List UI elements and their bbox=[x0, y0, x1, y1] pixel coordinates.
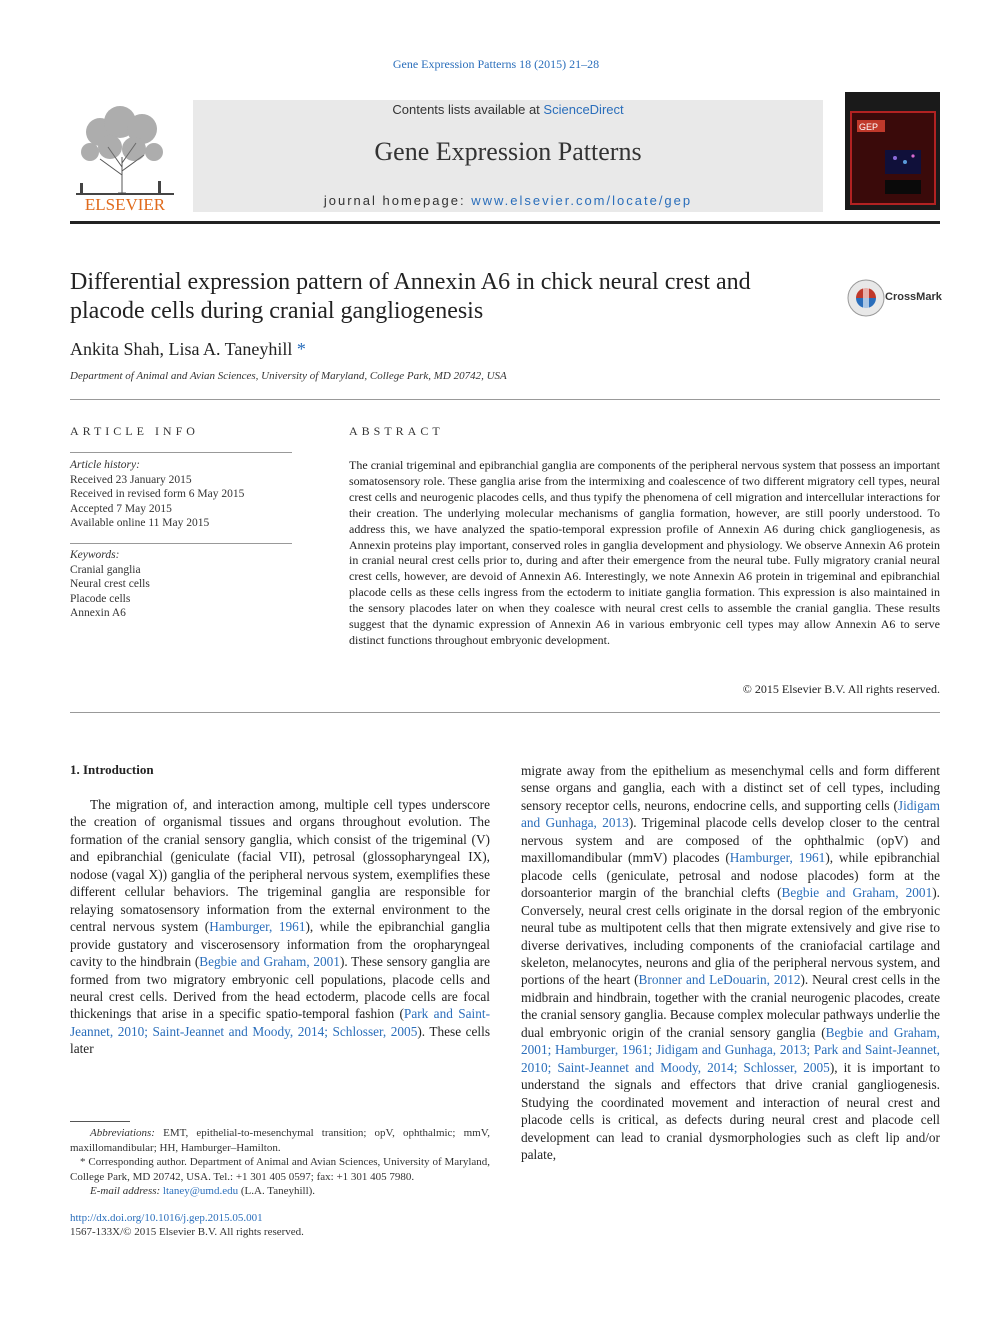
history-item: Received in revised form 6 May 2015 bbox=[70, 488, 245, 501]
journal-reference-link[interactable]: Gene Expression Patterns 18 (2015) 21–28 bbox=[392, 57, 600, 71]
corresponding-author-mark[interactable]: * bbox=[296, 339, 306, 359]
homepage-link[interactable]: www.elsevier.com/locate/gep bbox=[471, 193, 693, 208]
body-text: ), while epibranchial placode cells (geniculate, petrosal and nodose placodes) form at the dorsoanterior margin of the branchial clefts ( bbox=[521, 850, 940, 901]
doi-link[interactable]: http://dx.doi.org/10.1016/j.gep.2015.05.001 bbox=[70, 1212, 263, 1224]
sciencedirect-link[interactable]: ScienceDirect bbox=[543, 102, 624, 117]
citation-link[interactable]: Begbie and Graham, 2001 bbox=[781, 885, 933, 901]
corresponding-footnote bbox=[70, 1155, 490, 1184]
citation-link[interactable]: Bronner and LeDouarin, 2012 bbox=[638, 972, 801, 988]
keyword: Placode cells bbox=[70, 592, 131, 605]
history-label: Article history: bbox=[70, 459, 140, 471]
journal-homepage-line bbox=[193, 193, 823, 208]
keywords-label: Keywords: bbox=[70, 549, 120, 561]
email-label: E-mail address: bbox=[90, 1185, 161, 1197]
abbreviations-label: Abbreviations: bbox=[90, 1127, 155, 1139]
keywords bbox=[70, 548, 292, 621]
history-item: Available online 11 May 2015 bbox=[70, 517, 210, 530]
keyword: Annexin A6 bbox=[70, 607, 126, 620]
body-text: ). These cells later bbox=[70, 1023, 490, 1057]
citation-link[interactable]: Hamburger, 1961 bbox=[729, 850, 826, 866]
keyword: Neural crest cells bbox=[70, 578, 150, 591]
journal-name: Gene Expression Patterns bbox=[374, 137, 642, 166]
article-history bbox=[70, 458, 292, 531]
body-text: migrate away from the epithelium as mesenchymal cells and form different sense organs and ganglia, each with a distinct set of cell types, including sensory receptor cells, neurons, endocrine cells, and supporting cells ( bbox=[521, 763, 940, 813]
keywords-divider bbox=[70, 543, 292, 544]
keyword: Cranial ganglia bbox=[70, 563, 141, 576]
corresponding-text: Corresponding author. Department of Animal and Avian Sciences, University of Maryland, College Park, MD 20742, USA. Tel.: +1 301 405 0597; fax: +1 301 405 7980. bbox=[70, 1156, 491, 1183]
body-text: ). Trigeminal placode cells develop closer to the central nervous system and are composed of the ophthalmic (opV) and maxillomandibular (mmV) placodes ( bbox=[521, 815, 940, 866]
citation-link[interactable]: Begbie and Graham, 2001; Hamburger, 1961; Jidigam and Gunhaga, 2013; Park and Saint-Jeannet, 2010; Saint-Jeannet and Moody, 2014; Schlosser, 2005 bbox=[521, 1024, 940, 1075]
citation-link[interactable]: Park and Saint-Jeannet, 2010; Saint-Jeannet and Moody, 2014; Schlosser, 2005 bbox=[70, 1006, 490, 1039]
article-title: Differential expression pattern of Annexin A6 in chick neural crest and placode cells during cranial gangliogenesis bbox=[70, 269, 751, 324]
author-affiliation: Department of Animal and Avian Sciences, University of Maryland, College Park, MD 20742, USA bbox=[70, 370, 507, 382]
elsevier-wordmark: ELSEVIER bbox=[84, 195, 166, 214]
crossmark-label[interactable]: CrossMark bbox=[885, 291, 942, 303]
abstract-heading: ABSTRACT bbox=[349, 424, 444, 438]
body-text: ), it is important to understand the signals and effectors that drive cranial gangliogenesis. Studying the coordinated movement and interaction of neural crest and placode cells is critical, as defects during neural crest and placode cell development can lead to cranial dysmorphologies such as cleft lip and/or palate, bbox=[521, 1059, 940, 1162]
section-divider bbox=[70, 399, 940, 400]
journal-cover-image[interactable] bbox=[845, 92, 940, 210]
email-footnote bbox=[70, 1184, 490, 1199]
intro-column-right bbox=[521, 762, 940, 1163]
intro-column-left bbox=[70, 796, 490, 1058]
article-info-divider bbox=[70, 452, 292, 453]
history-item: Accepted 7 May 2015 bbox=[70, 502, 172, 515]
corresponding-mark: * bbox=[80, 1156, 86, 1168]
body-text: ), while the epibranchial ganglia provide gustatory and viscerosensory information from the oropharyngeal cavity to the hindbrain ( bbox=[70, 919, 490, 970]
abstract-copyright: © 2015 Elsevier B.V. All rights reserved. bbox=[742, 682, 940, 696]
body-text: ). Neural crest cells in the midbrain and hindbrain, together with the cranial neurogenic placodes, create the cranial sensory ganglia. Because complex molecular pathways underlie the dual embryonic origin of the cranial sensory ganglia ( bbox=[521, 972, 940, 1040]
body-text: ). These sensory ganglia are formed from two migratory embryonic cell populations, placode cells and neural crest cells. Derived from the head ectoderm, placode cells are focal thickenings that arise in a specific spatio-temporal fashion ( bbox=[70, 954, 490, 1022]
cover-logo-text: GEP bbox=[859, 122, 879, 132]
elsevier-logo bbox=[70, 97, 180, 215]
abbreviations-footnote bbox=[70, 1126, 490, 1155]
body-text: ). Conversely, neural crest cells originate in the dorsal region of the embryonic neural tube as multipotent cells that then migrate extensively and give rise to diverse derivatives, including components of the craniofacial cartilage and skeleton, melanocytes, neurons and glia of the peripheral nervous system, and portions of the heart ( bbox=[521, 885, 940, 988]
article-info-heading: ARTICLE INFO bbox=[70, 424, 199, 438]
contents-prefix: Contents lists available at bbox=[392, 102, 540, 117]
footnote-rule bbox=[70, 1121, 130, 1122]
contents-line bbox=[193, 102, 823, 117]
history-item: Received 23 January 2015 bbox=[70, 473, 192, 486]
intro-heading: 1. Introduction bbox=[70, 762, 154, 777]
section-divider bbox=[70, 712, 940, 713]
crossmark-icon bbox=[846, 278, 886, 318]
issn-line: 1567-133X/© 2015 Elsevier B.V. All rights reserved. bbox=[70, 1226, 304, 1238]
citation-link[interactable]: Jidigam and Gunhaga, 2013 bbox=[521, 797, 940, 831]
citation-link[interactable]: Hamburger, 1961 bbox=[209, 919, 306, 935]
author-list bbox=[70, 339, 306, 360]
homepage-prefix: journal homepage: bbox=[323, 193, 466, 208]
footnotes bbox=[70, 1126, 490, 1199]
body-text: The migration of, and interaction among, multiple cell types underscore the creation of organismal tissues and organs throughout evolution. The formation of the cranial sensory ganglia, which consist of the trigeminal (V) and epibranchial (geniculate (facial VII), petrosal (glossopharyngeal IX), nodose (vagal X)) ganglia of the peripheral nervous system, exemplifies these different cellular behaviors. The trigeminal ganglia are responsible for relaying somatosensory information from the external environment to the central nervous system ( bbox=[70, 797, 490, 935]
abstract-text: The cranial trigeminal and epibranchial ganglia are components of the peripheral nervous system that possess an important somatosensory role. These ganglia arise from the intermixing and coalescence of two different migratory cell types, neural crest cells and neurogenic placodes cells, and thus typify the phenomena of cell migration and intercellular interactions for their creation. The underlying molecular mechanisms of ganglia formation, however, are still poorly understood. To address this, we have analyzed the spatio-temporal expression profile of Annexin A6 during chick gangliogenesis, as Annexin proteins play important, conserved roles in ganglia development and physiology. We observe Annexin A6 protein in cranial neural crest cells prior to, during and after their emergence from the neural tube. Fully migratory cranial neural crest cells, however, are devoid of Annexin A6. Interestingly, we note Annexin A6 protein in trigeminal and epibranchial placode cells as these cells ingress from the ectoderm to initiate ganglia formation. This expression is also maintained in the sensory placodes later on when they coalesce with neural crest cells to assemble the cranial ganglia. These results suggest that the dynamic expression of Annexin A6 in various embryonic cell types may allow Annexin A6 to serve distinct functions throughout embryonic development. bbox=[349, 458, 940, 647]
authors-names: Ankita Shah, Lisa A. Taneyhill bbox=[70, 339, 293, 359]
header-rule bbox=[70, 221, 940, 224]
email-suffix: (L.A. Taneyhill). bbox=[240, 1185, 316, 1197]
abbreviations-text: EMT, epithelial-to-mesenchymal transition; opV, ophthalmic; mmV, maxillomandibular; HH, Hamburger–Hamilton. bbox=[70, 1127, 491, 1154]
citation-link[interactable]: Begbie and Graham, 2001 bbox=[199, 954, 340, 970]
email-link[interactable]: ltaney@umd.edu bbox=[162, 1185, 239, 1197]
